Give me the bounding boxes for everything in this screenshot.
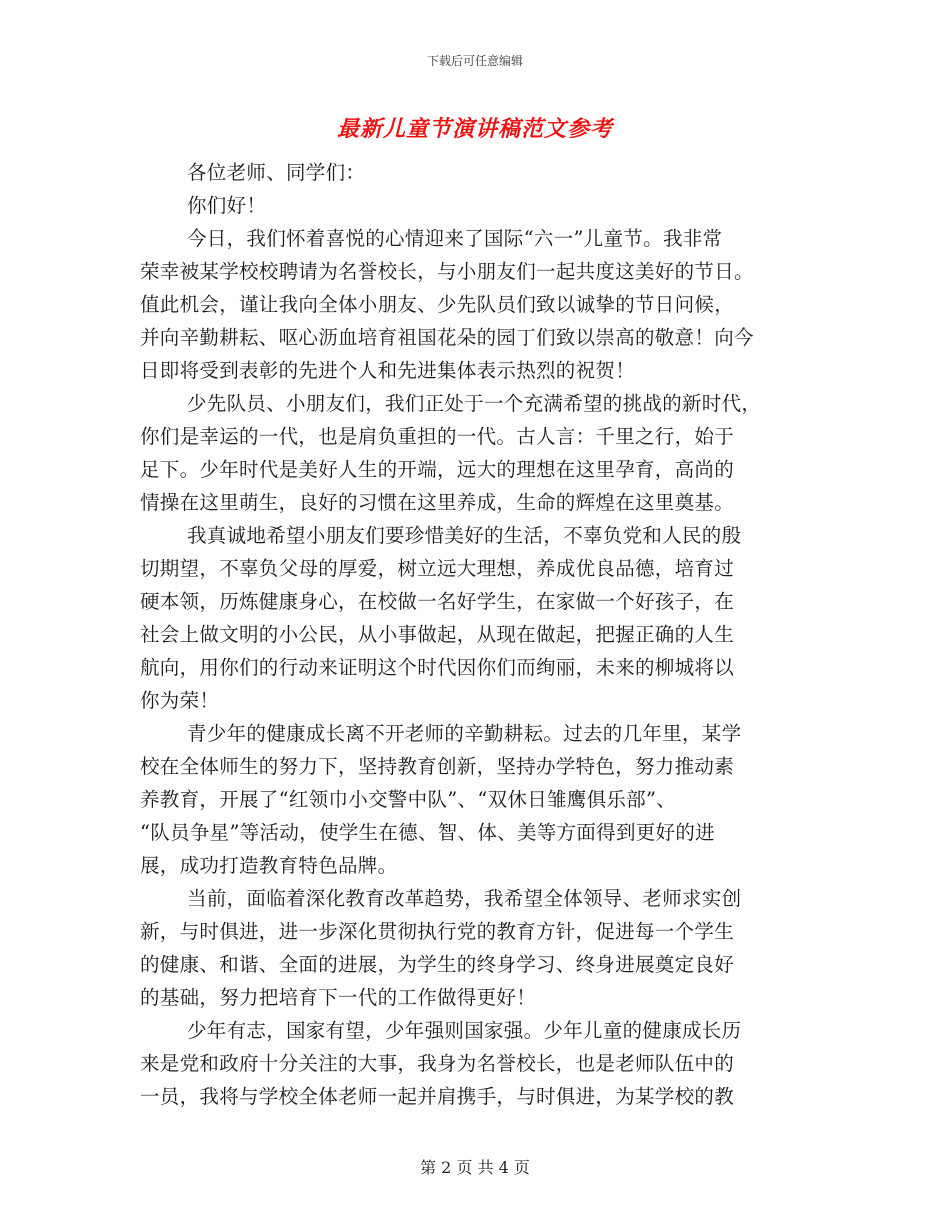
text-line: 各位老师、同学们：: [187, 161, 366, 184]
text-line: 并向辛勤耕耘、呕心沥血培育祖国花朵的园丁们致以崇高的敬意！向今: [140, 326, 754, 349]
text-line: 展，成功打造教育特色品牌。: [140, 854, 398, 877]
text-line: 来是党和政府十分关注的大事，我身为名誉校长，也是老师队伍中的: [140, 1052, 735, 1075]
text-line: 新，与时俱进，进一步深化贯彻执行党的教育方针，促进每一个学生: [140, 920, 735, 943]
text-line: 你们是幸运的一代，也是肩负重担的一代。古人言：千里之行，始于: [140, 425, 735, 448]
text-line: 校在全体师生的努力下，坚持教育创新，坚持办学特色，努力推动素: [140, 755, 735, 778]
text-line: 情操在这里萌生，良好的习惯在这里养成，生命的辉煌在这里奠基。: [140, 491, 735, 514]
page-footer: 第 2 页 共 4 页: [420, 1158, 530, 1177]
header-note: 下载后可任意编辑: [426, 54, 523, 68]
text-line: 的健康、和谐、全面的进展，为学生的终身学习、终身进展奠定良好: [140, 953, 735, 976]
text-line: 的基础，努力把培育下一代的工作做得更好！: [140, 986, 537, 1009]
text-line: 今日，我们怀着喜悦的心情迎来了国际“六一”儿童节。我非常: [187, 227, 723, 250]
text-line: 社会上做文明的小公民，从小事做起，从现在做起，把握正确的人生: [140, 623, 735, 646]
text-line: 青少年的健康成长离不开老师的辛勤耕耘。过去的几年里，某学: [187, 722, 742, 745]
text-line: 少年有志，国家有望，少年强则国家强。少年儿童的健康成长历: [187, 1019, 742, 1042]
page-title: 最新儿童节演讲稿范文参考: [336, 116, 613, 142]
text-line: “队员争星”等活动，使学生在德、智、体、美等方面得到更好的进: [140, 821, 715, 844]
text-line: 一员，我将与学校全体老师一起并肩携手，与时俱进，为某学校的教: [140, 1085, 735, 1108]
text-line: 航向，用你们的行动来证明这个时代因你们而绚丽，未来的柳城将以: [140, 656, 735, 679]
text-line: 少先队员、小朋友们，我们正处于一个充满希望的挑战的新时代，: [187, 392, 762, 415]
text-line: 养教育，开展了“红领巾小交警中队”、“双休日雏鹰俱乐部”、: [140, 788, 677, 811]
text-line: 我真诚地希望小朋友们要珍惜美好的生活，不辜负党和人民的殷: [187, 524, 742, 547]
text-line: 足下。少年时代是美好人生的开端，远大的理想在这里孕育，高尚的: [140, 458, 735, 481]
text-line: 你们好！: [187, 194, 267, 217]
text-line: 硬本领，历炼健康身心，在校做一名好学生，在家做一个好孩子，在: [140, 590, 735, 613]
text-line: 你为荣！: [140, 689, 220, 712]
text-line: 日即将受到表彰的先进个人和先进集体表示热烈的祝贺！: [140, 359, 636, 382]
text-line: 荣幸被某学校校聘请为名誉校长，与小朋友们一起共度这美好的节日。: [140, 260, 754, 283]
text-line: 值此机会，谨让我向全体小朋友、少先队员们致以诚挚的节日问候，: [140, 293, 735, 316]
text-line: 当前，面临着深化教育改革趋势，我希望全体领导、老师求实创: [187, 887, 742, 910]
text-line: 切期望，不辜负父母的厚爱，树立远大理想，养成优良品德，培育过: [140, 557, 735, 580]
speech-body: [140, 156, 800, 1113]
